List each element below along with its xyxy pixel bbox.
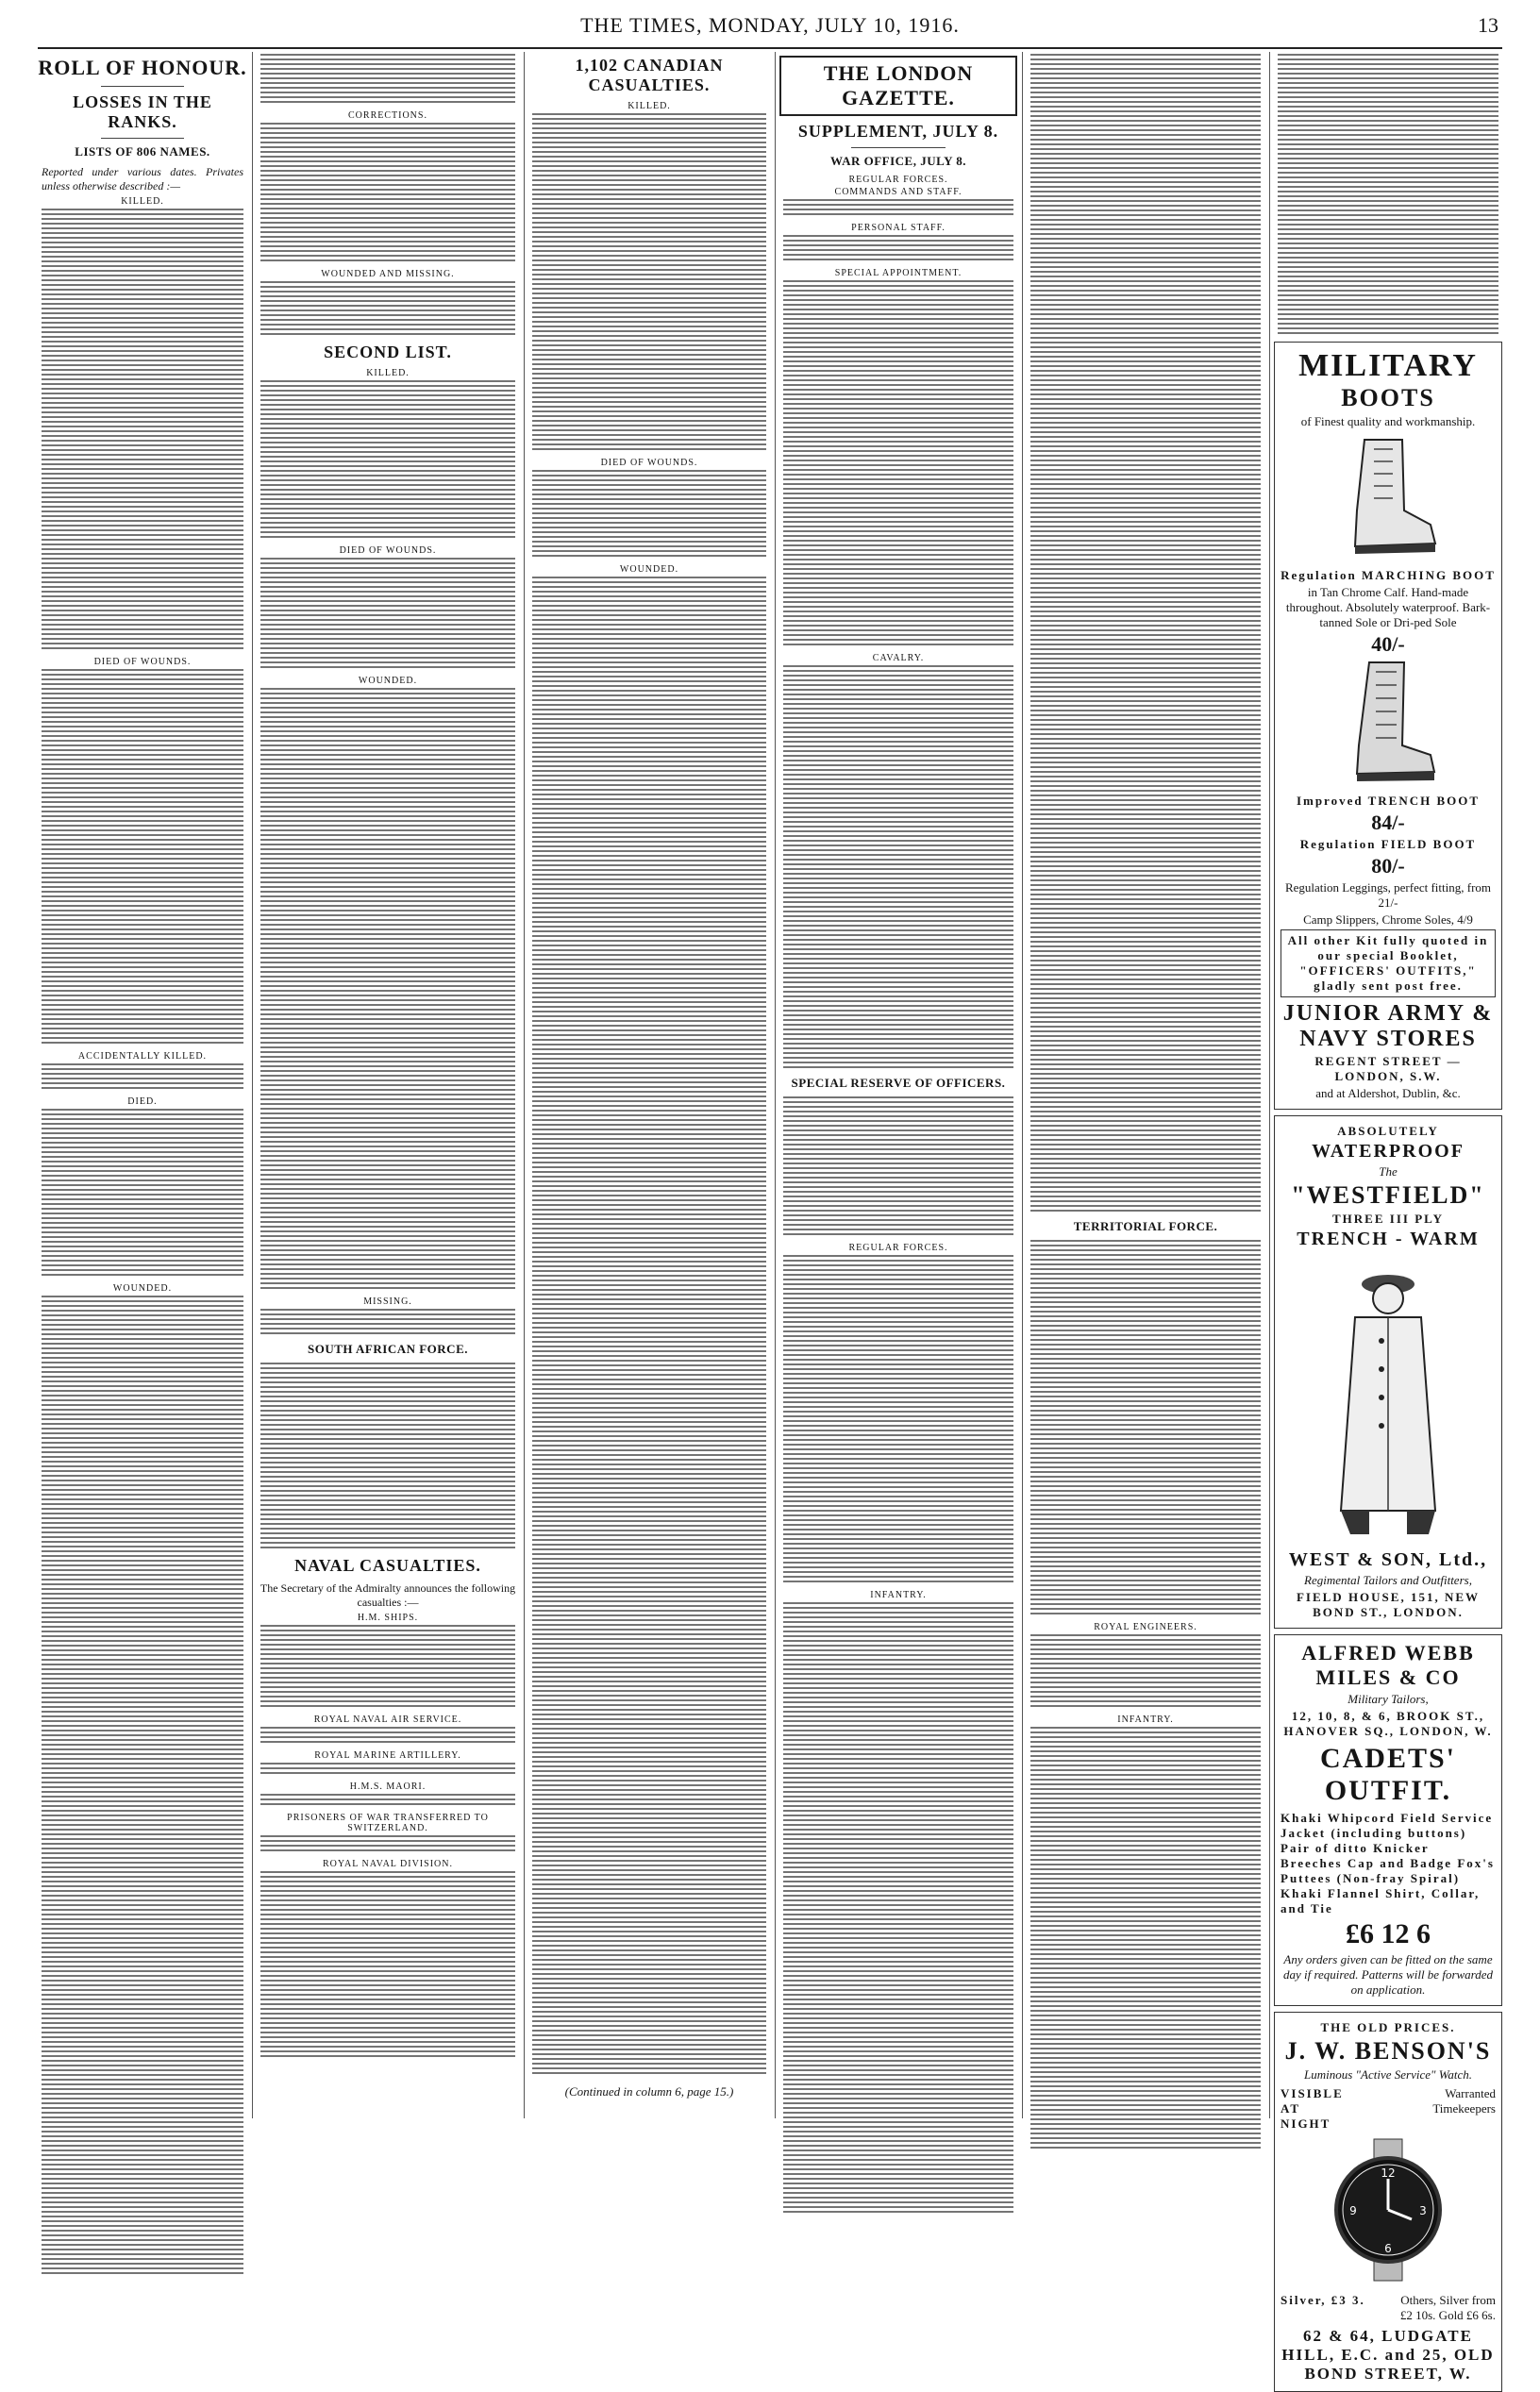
- column-london-gazette: [779, 52, 1017, 2118]
- westfield-ad: [1274, 1115, 1502, 1629]
- territorial-infantry-text: [1030, 1727, 1261, 2151]
- column-divider: [775, 52, 776, 2118]
- benson-ad: [1274, 2012, 1502, 2392]
- wounded-missing-list: [260, 281, 515, 338]
- royal-marine-heading: ROYAL MARINE ARTILLERY.: [314, 1750, 461, 1761]
- visible-at-night: VISIBLE AT NIGHT: [1281, 2086, 1344, 2131]
- trench-boot: Improved TRENCH BOOT: [1296, 794, 1481, 808]
- royal-naval-division-list: [260, 1871, 515, 2060]
- slippers: Camp Slippers, Chrome Soles, 4/9: [1303, 912, 1473, 927]
- silver-price: Silver, £3 3.: [1281, 2293, 1365, 2307]
- prisoners-heading: PRISONERS OF WAR TRANSFERRED TO SWITZERLAND.: [287, 1813, 489, 1833]
- canadian-died-of-wounds-list: [532, 470, 766, 560]
- wounded-missing-heading: WOUNDED AND MISSING.: [321, 269, 455, 279]
- svg-text:12: 12: [1381, 2166, 1396, 2180]
- cavalry-heading: CAVALRY.: [872, 653, 925, 663]
- canadian-killed-heading: KILLED.: [628, 101, 671, 111]
- canadian-wounded-heading: WOUNDED.: [619, 564, 679, 575]
- page-number: 13: [1478, 13, 1498, 37]
- hm-ships-heading: H.M. SHIPS.: [357, 1613, 419, 1623]
- second-list-heading: SECOND LIST.: [324, 343, 452, 361]
- canadian-wounded-list: [532, 577, 766, 2077]
- masthead: [0, 0, 1540, 47]
- commands-staff-text: [783, 199, 1013, 218]
- boots-headline: BOOTS: [1341, 384, 1435, 411]
- wristwatch-illustration: [1317, 2139, 1459, 2281]
- svg-text:9: 9: [1349, 2204, 1357, 2217]
- died-of-wounds-heading: DIED OF WOUNDS.: [93, 657, 192, 667]
- west-address: FIELD HOUSE, 151, NEW BOND ST., LONDON.: [1296, 1590, 1481, 1619]
- the-word: The: [1379, 1164, 1398, 1179]
- territorial-force-heading: TERRITORIAL FORCE.: [1073, 1219, 1218, 1233]
- trench-warm: TRENCH - WARM: [1297, 1229, 1480, 1249]
- gazette-infantry-text: [783, 1602, 1013, 2216]
- regular-forces-2-heading: REGULAR FORCES.: [848, 1243, 948, 1253]
- naval-intro: The Secretary of the Admiralty announces the following casualties :—: [259, 1581, 516, 1609]
- officer-illustration: [1317, 1256, 1459, 1539]
- column-second-list: [257, 52, 519, 2118]
- corrections-heading: CORRECTIONS.: [348, 110, 427, 121]
- column-advertisements: [1274, 52, 1502, 2383]
- trench-boot-illustration: [1336, 661, 1440, 783]
- royal-engineers-heading: ROYAL ENGINEERS.: [1094, 1622, 1197, 1632]
- south-african-list: [260, 1363, 515, 1551]
- cadets-note: Any orders given can be fitted on the same day if required. Patterns will be forwarded on application.: [1282, 1952, 1494, 1997]
- trench-boot-price: 84/-: [1371, 811, 1405, 834]
- naval-casualties-heading: NAVAL CASUALTIES.: [294, 1556, 481, 1575]
- newspaper-title: THE TIMES, MONDAY, JULY 10, 1916.: [580, 13, 960, 37]
- boot-illustration: [1336, 435, 1440, 558]
- boots-tagline: of Finest quality and workmanship.: [1300, 414, 1476, 428]
- webb-miles-ad: [1274, 1634, 1502, 2006]
- webb-name: ALFRED WEBB MILES & CO: [1301, 1641, 1475, 1689]
- field-boot-price: 80/-: [1371, 854, 1405, 878]
- column-divider: [1022, 52, 1023, 2118]
- missing-heading: MISSING.: [363, 1296, 412, 1307]
- second-wounded-list: [260, 688, 515, 1292]
- regulation-boot-desc: in Tan Chrome Calf. Hand-made throughout. Absolutely waterproof. Bark-tanned Sole or Dri-ped Sole: [1285, 585, 1491, 629]
- leggings: Regulation Leggings, perfect fitting, from 21/-: [1284, 880, 1492, 910]
- second-wounded-heading: WOUNDED.: [358, 676, 418, 686]
- lists-heading: LISTS OF 806 NAMES.: [75, 144, 210, 159]
- hms-maori-heading: H.M.S. MAORI.: [349, 1781, 427, 1792]
- junior-stores-logo: JUNIOR ARMY & NAVY STORES: [1282, 1001, 1494, 1051]
- regular-forces-2-text: [783, 1255, 1013, 1585]
- special-appointment-heading: SPECIAL APPOINTMENT.: [834, 268, 962, 278]
- gazette-infantry-heading: INFANTRY.: [870, 1590, 927, 1600]
- killed-heading: KILLED.: [121, 196, 164, 207]
- commands-staff-heading: COMMANDS AND STAFF.: [834, 187, 962, 197]
- column-divider: [252, 52, 253, 2118]
- cadets-outfit: CADETS' OUTFIT.: [1319, 1743, 1457, 1806]
- second-died-of-wounds-heading: DIED OF WOUNDS.: [339, 545, 437, 556]
- missing-list: [260, 1309, 515, 1337]
- second-killed-heading: KILLED.: [366, 368, 410, 378]
- gazette-tail-text: [1278, 54, 1498, 337]
- svg-text:6: 6: [1384, 2242, 1392, 2255]
- died-of-wounds-list: [42, 669, 243, 1046]
- london-gazette-heading: THE LONDON GAZETTE.: [779, 56, 1017, 116]
- masthead-rule: [38, 47, 1502, 49]
- special-reserve-heading: SPECIAL RESERVE OF OFFICERS.: [791, 1076, 1006, 1090]
- canadian-killed-list: [532, 113, 766, 453]
- regular-forces-heading: REGULAR FORCES.: [848, 175, 948, 185]
- webb-tailors: Military Tailors,: [1348, 1692, 1429, 1706]
- other-prices: Others, Silver from £2 10s. Gold £6 6s.: [1399, 2293, 1496, 2322]
- westfield-name: "WESTFIELD": [1291, 1181, 1485, 1209]
- personal-staff-heading: PERSONAL STAFF.: [851, 223, 946, 233]
- personal-staff-text: [783, 235, 1013, 263]
- wounded-list: [42, 1296, 243, 2277]
- royal-marine-list: [260, 1763, 515, 1777]
- regulation-boot: Regulation MARCHING BOOT: [1281, 568, 1496, 582]
- supplement-heading: SUPPLEMENT, JULY 8.: [797, 122, 999, 141]
- active-service-watch: Luminous "Active Service" Watch.: [1304, 2067, 1472, 2082]
- wounded-heading: WOUNDED.: [112, 1283, 173, 1294]
- royal-naval-air-heading: ROYAL NAVAL AIR SERVICE.: [313, 1715, 462, 1725]
- west-tailors: Regimental Tailors and Outfitters,: [1304, 1573, 1472, 1587]
- field-boot: Regulation FIELD BOOT: [1299, 837, 1477, 851]
- accidentally-killed-list: [42, 1063, 243, 1092]
- old-prices: THE OLD PRICES.: [1320, 2020, 1456, 2034]
- died-heading: DIED.: [127, 1096, 158, 1107]
- hm-ships-list: [260, 1625, 515, 1710]
- west-son: WEST & SON, Ltd.,: [1288, 1549, 1488, 1570]
- benson-address: 62 & 64, LUDGATE HILL, E.C. and 25, OLD BOND STREET, W.: [1281, 2327, 1495, 2383]
- three-ply: THREE III PLY: [1332, 1212, 1444, 1226]
- military-headline: MILITARY: [1298, 348, 1478, 383]
- prisoners-list: [260, 1835, 515, 1854]
- benson-name: J. W. BENSON'S: [1284, 2037, 1492, 2065]
- column-divider: [1269, 52, 1270, 2118]
- territorial-force-text: [1030, 1240, 1261, 1617]
- hms-maori-list: [260, 1794, 515, 1808]
- second-killed-list: [260, 380, 515, 541]
- gazette-continued-text: [1030, 54, 1261, 1214]
- roll-of-honour-heading: ROLL OF HONOUR.: [38, 56, 247, 79]
- cadets-price: £6 12 6: [1346, 1918, 1431, 1949]
- royal-naval-air-list: [260, 1727, 515, 1746]
- war-office-heading: WAR OFFICE, JULY 8.: [830, 154, 966, 168]
- canadian-died-of-wounds-heading: DIED OF WOUNDS.: [600, 458, 698, 468]
- column-gazette-continued: [1027, 52, 1264, 2118]
- svg-text:3: 3: [1419, 2204, 1427, 2217]
- special-appointment-text: [783, 280, 1013, 648]
- webb-address: 12, 10, 8, & 6, BROOK ST., HANOVER SQ., LONDON, W.: [1283, 1709, 1493, 1738]
- kit-booklet: All other Kit fully quoted in our special Booklet, "OFFICERS' OUTFITS," gladly sent post free.: [1281, 929, 1496, 997]
- corrections-list: [260, 123, 515, 264]
- absolutely: ABSOLUTELY: [1337, 1124, 1439, 1138]
- waterproof: WATERPROOF: [1312, 1141, 1465, 1162]
- canadian-heading: 1,102 CANADIAN CASUALTIES.: [575, 56, 724, 94]
- cadets-items: Khaki Whipcord Field Service Jacket (including buttons) Pair of ditto Knicker Breeches Cap and Badge Fox's Puttees (Non-fray Spiral) Khaki Flannel Shirt, Collar, and Tie: [1281, 1811, 1495, 1915]
- warranted: Warranted Timekeepers: [1432, 2086, 1496, 2116]
- second-died-of-wounds-list: [260, 558, 515, 671]
- died-list: [42, 1109, 243, 1279]
- losses-heading: LOSSES IN THE RANKS.: [73, 92, 212, 131]
- military-boots-ad: [1274, 342, 1502, 1110]
- intro-note: Reported under various dates. Privates unless otherwise described :—: [42, 165, 243, 192]
- royal-naval-division-heading: ROYAL NAVAL DIVISION.: [323, 1859, 453, 1869]
- regulation-boot-price: 40/-: [1371, 632, 1405, 656]
- junior-branches: and at Aldershot, Dublin, &c.: [1315, 1086, 1461, 1100]
- territorial-infantry-heading: INFANTRY.: [1117, 1715, 1174, 1725]
- column-roll-of-honour: [38, 52, 247, 2118]
- continued-list: [260, 54, 515, 106]
- south-african-heading: SOUTH AFRICAN FORCE.: [308, 1342, 468, 1356]
- continued-note: (Continued in column 6, page 15.): [564, 2084, 734, 2099]
- junior-address: REGENT STREET — LONDON, S.W.: [1314, 1054, 1462, 1083]
- accidentally-killed-heading: ACCIDENTALLY KILLED.: [77, 1051, 208, 1062]
- column-divider: [524, 52, 525, 2118]
- special-reserve-text: [783, 1096, 1013, 1238]
- cavalry-text: [783, 665, 1013, 1071]
- column-canadian-casualties: [528, 52, 770, 2118]
- killed-list: [42, 209, 243, 652]
- royal-engineers-text: [1030, 1634, 1261, 1710]
